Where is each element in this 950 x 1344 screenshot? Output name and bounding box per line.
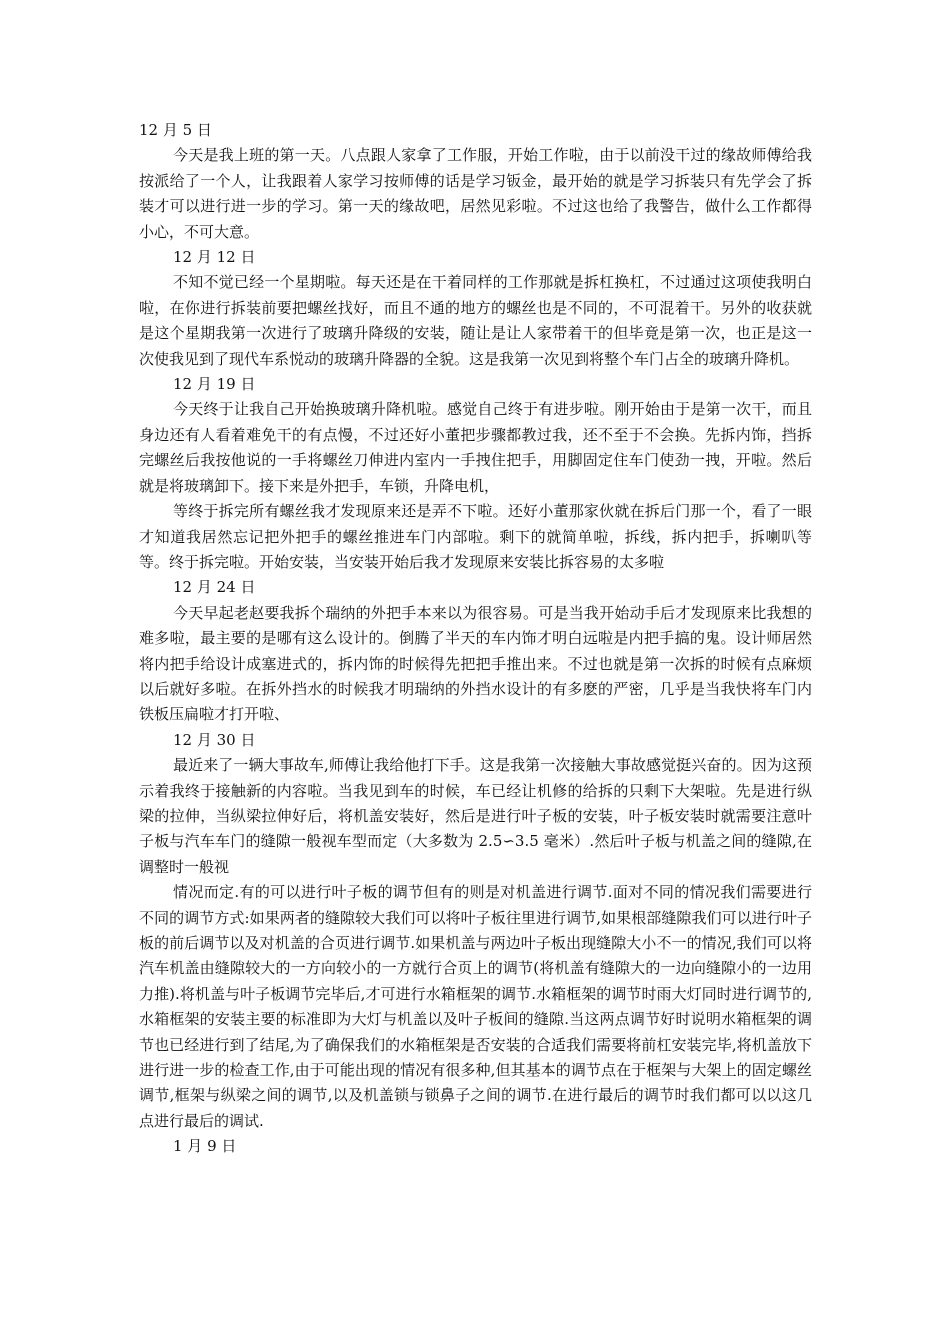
entry-paragraph: 今天是我上班的第一天。八点跟人家拿了工作服，开始工作啦，由于以前没干过的缘故师傅给我按派给了一个人，让我跟着人家学习按师傅的话是学习钣金，最开始的就是学习拆装只有先学会了拆装才可以进行进一步的学习。第一天的缘故吧，居然见彩啦。不过这也给了我警告，做什么工作都得小心，不可大意。 [139, 146, 812, 241]
entry-paragraph: 不知不觉已经一个星期啦。每天还是在干着同样的工作那就是拆杠换杠，不过通过这项使我明白啦，在你进行拆装前要把螺丝找好，而且不通的地方的螺丝也是不同的，不可混着干。另外的收获就是这个星期我第一次进行了玻璃升降级的安装，随让是让人家带着干的但毕竟是第一次，也正是这一次使我见到了现代车系悦动的玻璃升降器的全貌。这是我第一次见到将整个车门占全的玻璃升降机。 [139, 273, 812, 368]
entry-date: 12 月 5 日 [139, 121, 212, 139]
entry-date: 12 月 24 日 [173, 578, 256, 597]
entry-date: 1 月 9 日 [173, 1137, 237, 1156]
entry-date: 12 月 30 日 [173, 730, 256, 749]
entry-paragraph: 情况而定.有的可以进行叶子板的调节但有的则是对机盖进行调节.面对不同的情况我们需要进行不同的调节方式:如果两者的缝隙较大我们可以将叶子板往里进行调节,如果根部缝隙我们可以进行叶子板的前后调节以及对机盖的合页进行调节.如果机盖与两边叶子板出现缝隙大小不一的情况,我们可以将汽车机盖由缝隙较大的一方向较小的一方就行合页上的调节(将机盖有缝隙大的一边向缝隙小的一边用力推).将机盖与叶子板调节完毕后,才可进行水箱框架的调节.水箱框架的调节时雨大灯同时进行调节的,水箱框架的安装主要的标准即为大灯与机盖以及叶子板间的缝隙.当这两点调节好时说明水箱框架的调节也已经进行到了结尾,为了确保我们的水箱框架是否安装的合适我们需要将前杠安装完毕,将机盖放下进行进一步的检查工作,由于可能出现的情况有很多种,但其基本的调节点在于框架与大架上的固定螺丝调节,框架与纵梁之间的调节,以及机盖锁与锁鼻子之间的调节.在进行最后的调节时我们都可以以这几点进行最后的调试. [139, 883, 812, 1130]
entry-paragraph: 等终于拆完所有螺丝我才发现原来还是弄不下啦。还好小董那家伙就在拆后门那一个，看了一眼才知道我居然忘记把外把手的螺丝推进车门内部啦。剩下的就简单啦，拆线，拆内把手，拆喇叭等等。终于拆完啦。开始安装，当安装开始后我才发现原来安装比拆容易的太多啦 [139, 502, 812, 571]
entry-paragraph: 今天终于让我自己开始换玻璃升降机啦。感觉自己终于有进步啦。刚开始由于是第一次干，而且身边还有人看着难免干的有点慢，不过还好小董把步骤都教过我，还不至于不会换。先拆内饰，挡拆完螺丝后我按他说的一手将螺丝刀伸进内室内一手拽住把手，用脚固定住车门使劲一拽，开啦。然后就是将玻璃卸下。接下来是外把手，车锁，升降电机， [139, 400, 812, 495]
entry-paragraph: 最近来了一辆大事故车,师傅让我给他打下手。这是我第一次接触大事故感觉挺兴奋的。因为这预示着我终于接触新的内容啦。当我见到车的时候，车已经让机修的给拆的只剩下大架啦。先是进行纵梁的拉伸，当纵梁拉伸好后，将机盖安装好，然后是进行叶子板的安装，叶子板安装时就需要注意叶子板与汽车车门的缝隙一般视车型而定（大多数为 2.5∽3.5 毫米）.然后叶子板与机盖之间的缝隙,在调整时一般视 [139, 756, 812, 876]
entry-date: 12 月 19 日 [173, 375, 256, 394]
document-page [139, 118, 812, 1160]
entry-paragraph: 今天早起老赵要我拆个瑞纳的外把手本来以为很容易。可是当我开始动手后才发现原来比我想的难多啦，最主要的是哪有这么设计的。倒腾了半天的车内饰才明白远啦是内把手搞的鬼。设计师居然将内把手给设计成塞进式的，拆内饰的时候得先把把手推出来。不过也就是第一次拆的时候有点麻烦以后就好多啦。在拆外挡水的时候我才明瑞纳的外挡水设计的有多麽的严密，几乎是当我快将车门内铁板压扁啦才打开啦、 [139, 603, 812, 724]
entry-date: 12 月 12 日 [173, 248, 256, 267]
